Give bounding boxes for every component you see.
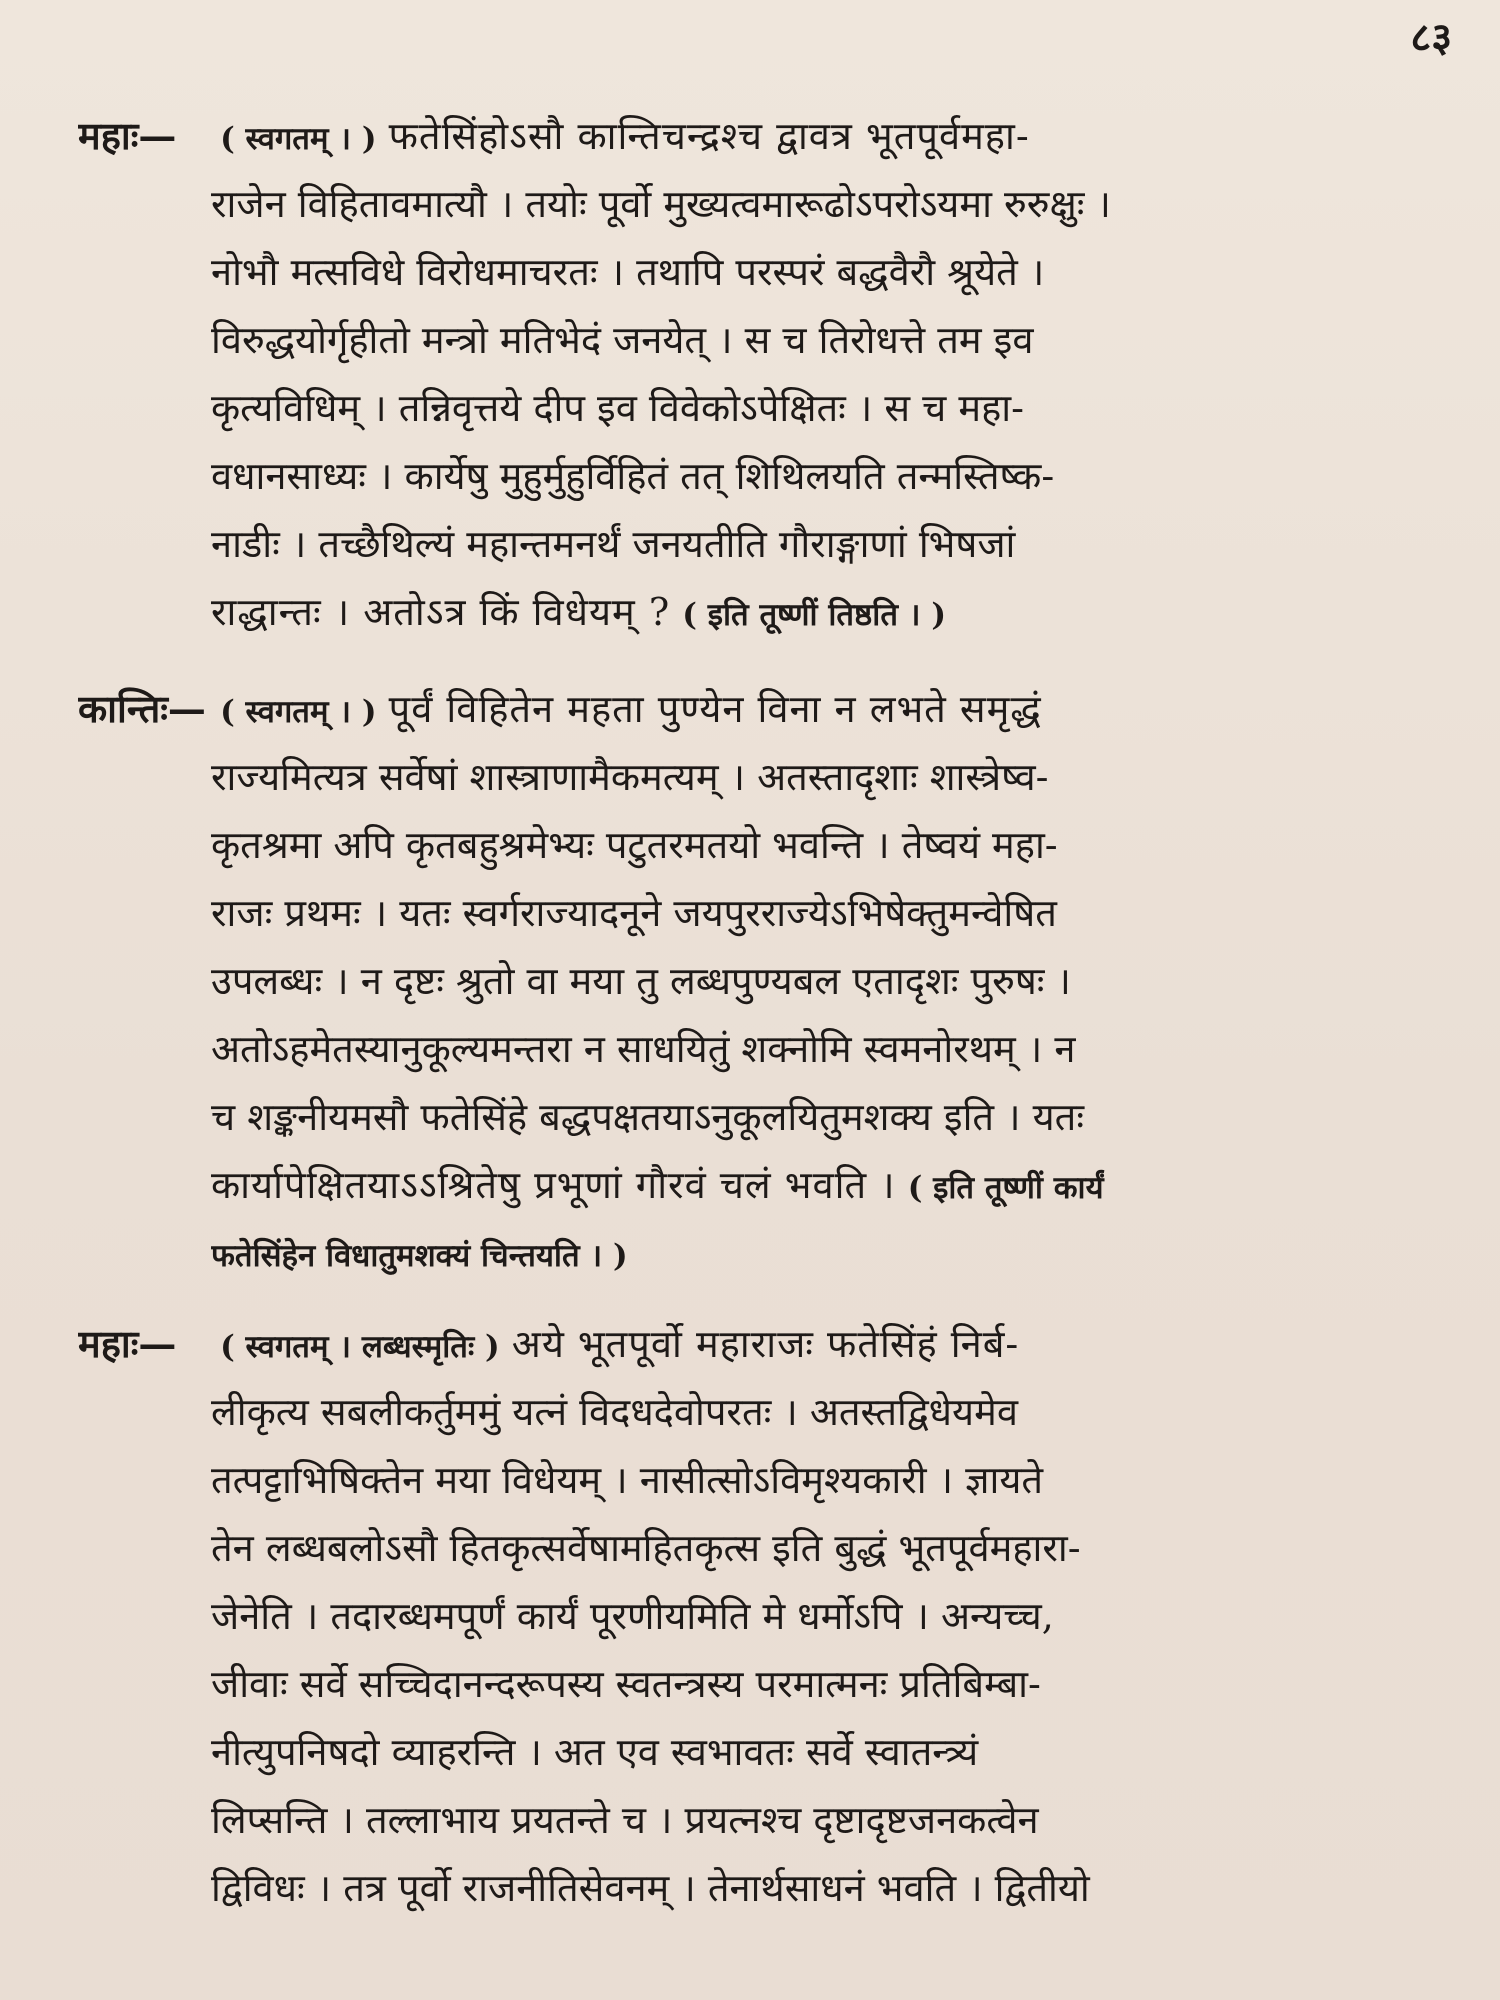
stage-direction: ( स्वगतम् । ) xyxy=(220,694,377,730)
stage-direction: ( स्वगतम् । लब्धस्मृतिः ) xyxy=(220,1329,500,1365)
dialogue-line: राजः प्रथमः । यतः स्वर्गराज्यादनूने जयपुरराज्येऽभिषेक्तुमन्वेषित xyxy=(211,891,1057,935)
dialogue-line: लिप्सन्ति । तल्लाभाय प्रयतन्ते च । प्रयत्नश्च दृष्टादृष्टजनकत्वेन xyxy=(211,1798,1039,1842)
dialogue-line: च शङ्कनीयमसौ फतेसिंहे बद्धपक्षतयाऽनुकूलयितुमशक्य इति । यतः xyxy=(211,1095,1085,1139)
dialogue-line: जीवाः सर्वे सच्चिदानन्दरूपस्य स्वतन्त्रस्य परमात्मनः प्रतिबिम्बा- xyxy=(211,1662,1041,1706)
speaker-label: महाः— xyxy=(78,1321,177,1366)
stage-direction: ( इति तूष्णीं कार्यं xyxy=(907,1170,1104,1206)
dialogue-text: फतेसिंहोऽसौ कान्तिचन्द्रश्च द्वावत्र भूतपूर्वमहा- xyxy=(388,114,1030,158)
speech-first-line xyxy=(78,102,1418,170)
dialogue-line: उपलब्धः । न दृष्टः श्रुतो वा मया तु लब्धपुण्यबल एतादृशः पुरुषः । xyxy=(211,959,1071,1003)
speaker-label: कान्तिः— xyxy=(78,686,206,731)
speaker-label: महाः— xyxy=(78,113,177,158)
dialogue-line: तत्पट्टाभिषिक्तेन मया विधेयम् । नासीत्सोऽविमृश्यकारी । ज्ञायते xyxy=(211,1458,1044,1502)
stage-direction: ( स्वगतम् । ) xyxy=(220,121,377,157)
dialogue-line: राज्यमित्यत्र सर्वेषां शास्त्राणामैकमत्यम् । अतस्तादृशाः शास्त्रेष्व- xyxy=(211,755,1049,799)
dialogue-line: कृत्यविधिम् । तन्निवृत्तये दीप इव विवेकोऽपेक्षितः । स च महा- xyxy=(211,386,1024,430)
speech-block-1 xyxy=(78,102,1418,646)
dialogue-text: अये भूतपूर्वो महाराजः फतेसिंहं निर्ब- xyxy=(511,1322,1020,1366)
dialogue-line: वधानसाध्यः । कार्येषु मुहुर्मुहुर्विहितं तत् शिथिलयति तन्मस्तिष्क- xyxy=(211,454,1055,498)
stage-direction: ( इति तूष्णीं तिष्ठति । ) xyxy=(682,597,946,633)
speech-last-line xyxy=(211,578,1418,646)
dialogue-line: तेन लब्धबलोऽसौ हितकृत्सर्वेषामहितकृत्स इति बुद्धं भूतपूर्वमहारा- xyxy=(211,1526,1081,1570)
dialogue-line: नोभौ मत्सविधे विरोधमाचरतः । तथापि परस्परं बद्धवैरौ श्रूयेते । xyxy=(211,250,1045,294)
dialogue-line: द्विविधः । तत्र पूर्वो राजनीतिसेवनम् । तेनार्थसाधनं भवति । द्वितीयो xyxy=(211,1866,1090,1910)
dialogue-line: नीत्युपनिषदो व्याहरन्ति । अत एव स्वभावतः सर्वे स्वातन्त्र्यं xyxy=(211,1730,979,1774)
dialogue-line: राजेन विहितावमात्यौ । तयोः पूर्वो मुख्यत्वमारूढोऽपरोऽयमा रुरुक्षुः । xyxy=(211,182,1111,226)
dialogue-text: कार्यापेक्षितयाऽऽश्रितेषु प्रभूणां गौरवं चलं भवति । xyxy=(211,1163,896,1207)
speech-first-line xyxy=(78,1310,1418,1378)
speech-block-3 xyxy=(78,1310,1418,1922)
dialogue-line: नाडीः । तच्छैथिल्यं महान्तमनर्थं जनयतीति गौराङ्गाणां भिषजां xyxy=(211,522,1016,566)
dialogue-line: जेनेति । तदारब्धमपूर्णं कार्यं पूरणीयमिति मे धर्मोऽपि । अन्यच्च, xyxy=(211,1594,1054,1638)
speech-block-2 xyxy=(78,675,1418,1287)
page-number: ८३ xyxy=(1410,14,1452,61)
stage-direction-line xyxy=(211,1219,1418,1287)
dialogue-line: कृतश्रमा अपि कृतबहुश्रमेभ्यः पटुतरमतयो भवन्ति । तेष्वयं महा- xyxy=(211,823,1058,867)
dialogue-line: लीकृत्य सबलीकर्तुममुं यत्नं विदधदेवोपरतः । अतस्तद्विधेयमेव xyxy=(211,1390,1018,1434)
speech-last-line xyxy=(211,1151,1418,1219)
dialogue-text: राद्धान्तः । अतोऽत्र किं विधेयम् ? xyxy=(211,590,671,634)
stage-direction: फतेसिंहेन विधातुमशक्यं चिन्तयति । ) xyxy=(211,1238,628,1274)
dialogue-line: अतोऽहमेतस्यानुकूल्यमन्तरा न साधयितुं शक्नोमि स्वमनोरथम् । न xyxy=(211,1027,1076,1071)
speech-first-line xyxy=(78,675,1418,743)
dialogue-text: पूर्वं विहितेन महता पुण्येन विना न लभते समृद्धं xyxy=(388,687,1042,731)
dialogue-line: विरुद्धयोर्गृहीतो मन्त्रो मतिभेदं जनयेत् । स च तिरोधत्ते तम इव xyxy=(211,318,1034,362)
